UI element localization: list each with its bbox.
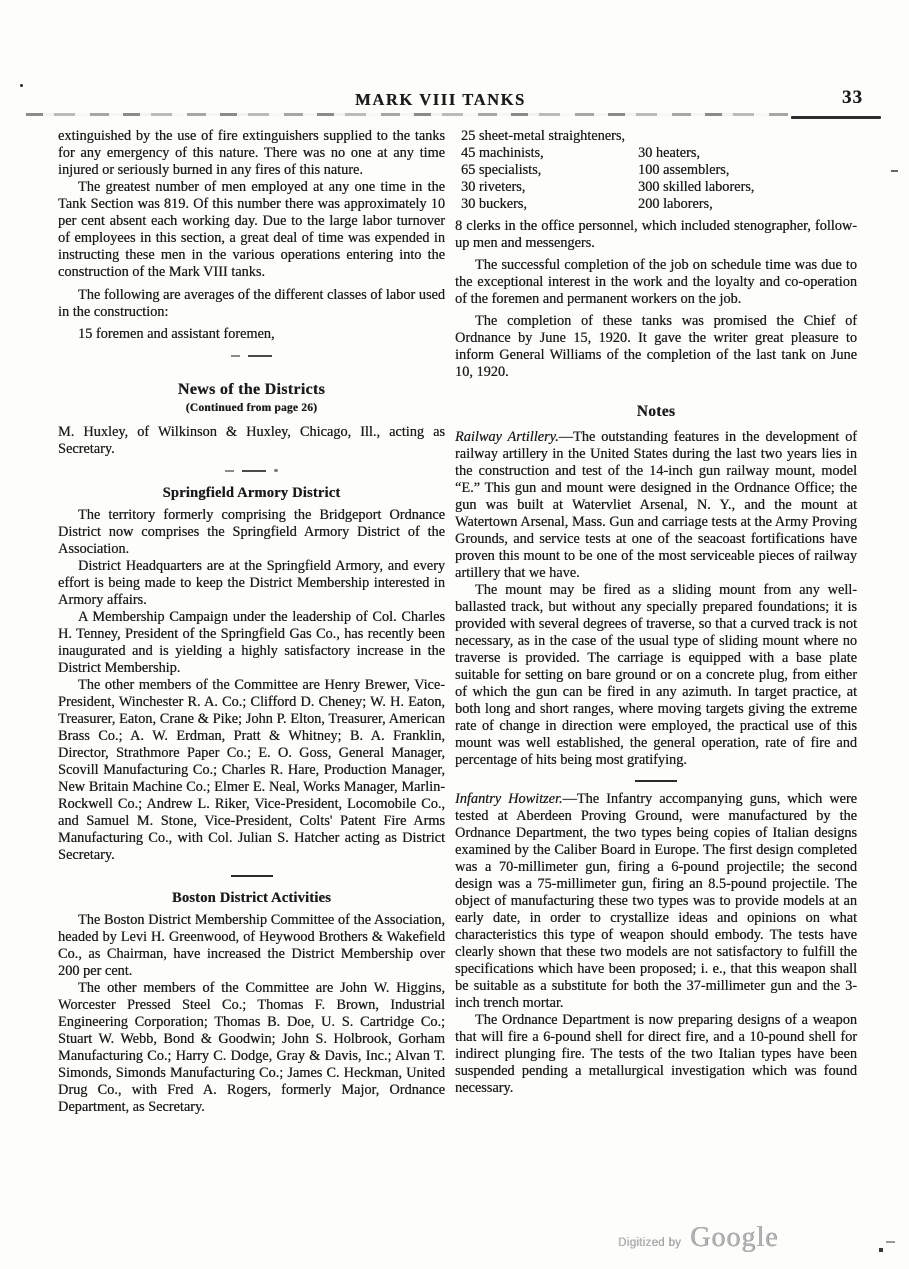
- labor-item-specialists: 65 specialists,: [461, 162, 542, 178]
- section-divider-marks: [207, 354, 297, 357]
- paragraph-completion-promise: The completion of these tanks was promised the Chief of Ordnance by June 15, 1920. It gave the writer great pleasure to inform General Williams of the completion of the last tank on June 10, 1920.: [455, 313, 857, 380]
- note-infantry-title: Infantry Howitzer.: [455, 791, 563, 807]
- paragraph-greatest-number: The greatest number of men employed at any one time in the Tank Section was 819. Of this number there was approximately 10 per cent absent each working day. Due to the large labor turnover of employees in this section, a great deal of time was expended in instructing these men in the various operations entering into the construction of the Mark VIII tanks.: [58, 179, 445, 280]
- springfield-district-heading: Springfield Armory District: [162, 485, 341, 501]
- labor-item-riveters: 30 riveters,: [461, 179, 526, 195]
- left-column: [58, 128, 445, 1116]
- scan-speck: [891, 170, 898, 172]
- paragraph-labor-averages-intro: The following are averages of the different classes of labor used in the construction:: [58, 287, 445, 320]
- section-divider-line: [635, 780, 677, 782]
- paragraph-sliding-mount: The mount may be fired as a sliding mount from any well-ballasted track, but without any specially prepared foundations; it is provided with several degrees of traverse, so that a curved track is not necessary, as in the case of the usual type of sliding mount where no traverse is provided. The carriage is equipped with a base plate suitable for setting on bare ground or on a concrete plug, from either of which the gun can be fired in any azimuth. In target practice, at both long and short ranges, where moving targets giving the extreme rate of change in direction were employed, the practical use of this mount was well established, the general operation, rate of fire and percentage of hits being most gratifying.: [455, 582, 857, 768]
- note-railway-body: —The outstanding features in the development of railway artillery in the United States during the last two years lies in the construction and test of the 14-inch gun railway mount, model “E.” This gun and mount were designed in the Ordnance Office; the gun was built at Watervliet Arsenal, N. Y., and the mount at Watertown Arsenal, Mass. Gun and carriage tests at the Army Proving Grounds, and service tests at one of the seacoast fortifications have proven this mount to be one of the most serviceable pieces of railway artillery that we have.: [455, 429, 857, 581]
- section-divider-marks: [207, 469, 297, 472]
- section-divider-line: [231, 875, 273, 877]
- scan-speck: [20, 84, 23, 87]
- paragraph-boston-committee: The other members of the Committee are John W. Higgins, Worcester Pressed Steel Co.; Thomas F. Brown, Industrial Engineering Corporation; Thomas B. Doe, U. S. Cartridge Co.; Stuart W. Webb, Bond & Goodwin; John S. Holbrook, Gorham Manufacturing Co.; Harry C. Dodge, Gray & Davis, Inc.; Alvan T. Simonds, Simonds Manufacturing Co.; James C. Heckman, United Drug Co., with Fred A. Rogers, formerly Major, Ordnance Department, as Secretary.: [58, 980, 445, 1115]
- note-railway-artillery: [455, 429, 857, 582]
- paragraph-springfield-territory: The territory formerly comprising the Bridgeport Ordnance District now comprises the Springfield Armory District of the Association.: [58, 507, 445, 557]
- header-rule: [26, 113, 788, 116]
- labor-item-heaters: 30 heaters,: [638, 145, 700, 161]
- continued-from-note: (Continued from page 26): [185, 402, 318, 414]
- right-column: [455, 128, 857, 1097]
- paragraph-springfield-campaign: A Membership Campaign under the leadership of Col. Charles H. Tenney, President of the Springfield Gas Co., has recently been inaugurated and is yielding a highly satisfactory increase in the District Membership.: [58, 609, 445, 676]
- labor-item-buckers: 30 buckers,: [461, 196, 527, 212]
- paragraph-fire-extinguishers: extinguished by the use of fire extinguishers supplied to the tanks for any emergency of this nature. There was no one at any time injured or seriously burned in any fires of this nature.: [58, 128, 445, 178]
- header-rule-right-segment: [791, 116, 881, 119]
- labor-row: [455, 162, 857, 179]
- labor-item-assemblers: 100 assemblers,: [638, 162, 730, 178]
- note-infantry-howitzer: [455, 791, 857, 1012]
- labor-item-skilled-laborers: 300 skilled laborers,: [638, 179, 755, 195]
- divider-segment: [248, 355, 272, 357]
- google-watermark: [618, 1222, 778, 1254]
- boston-district-heading: Boston District Activities: [171, 890, 332, 906]
- paragraph-springfield-headquarters: District Headquarters are at the Springfield Armory, and every effort is being made to keep the District Membership interested in Armory affairs.: [58, 558, 445, 608]
- note-infantry-body: —The Infantry accompanying guns, which were tested at Aberdeen Proving Ground, were manufactured by the Ordnance Department, the two types being copies of Italian designs examined by the Caliber Board in Europe. The first design completed was a 70-millimeter gun, firing a 6-pound projectile; the second design was a 75-millimeter gun, firing an 8.5-pound projectile. The object of manufacturing these two types was to provide models at an early date, in order to crystallize ideas and opinions on what characteristics this type of weapon should embody. The tests have clearly shown that these two models are not satisfactory to fulfill the specifications which have been proposed; i. e., that this weapon shall be suitable as a substitute for both the 37-millimeter gun and the 3-inch trench mortar.: [455, 791, 857, 1011]
- labor-row: [455, 179, 857, 196]
- divider-segment: [225, 470, 234, 472]
- divider-segment: [242, 470, 266, 472]
- page-number: 33: [842, 87, 863, 108]
- labor-item-machinists: 45 machinists,: [461, 145, 544, 161]
- digitized-by-label: Digitized by: [618, 1237, 682, 1249]
- labor-item-foremen: 15 foremen and assistant foremen,: [78, 326, 275, 342]
- labor-item-straighteners: 25 sheet-metal straighteners,: [461, 128, 625, 144]
- running-title: MARK VIII TANKS: [355, 90, 526, 109]
- divider-segment: [231, 355, 240, 357]
- scan-speck: [886, 1241, 895, 1243]
- paragraph-ordnance-designs: The Ordnance Department is now preparing designs of a weapon that will fire a 6-pound shell for direct fire, and a 10-pound shell for indirect plunging fire. The tests of the two Italian types have been suspended pending a metallurgical investigation which was found necessary.: [455, 1012, 857, 1096]
- paragraph-huxley: M. Huxley, of Wilkinson & Huxley, Chicago, Ill., acting as Secretary.: [58, 424, 445, 457]
- paragraph-springfield-committee: The other members of the Committee are Henry Brewer, Vice-President, Winchester R. A. Co.; Clifford D. Cheney; W. H. Eaton, Treasurer, Eaton, Crane & Pike; John P. Elton, Treasurer, American Brass Co.; A. W. Erdman, Pratt & Whitney; B. A. Franklin, Director, Strathmore Paper Co.; E. O. Goss, General Manager, Scovill Manufacturing Co.; Charles R. Hare, Production Manager, New Britain Machine Co.; Elmer E. Neal, Works Manager, Marlin-Rockwell Co.; Andrew L. Riker, Vice-President, Locomobile Co., and Samuel M. Stone, Vice-President, Colts' Patent Fire Arms Manufacturing Co., with Col. Julian S. Hatcher acting as District Secretary.: [58, 677, 445, 863]
- labor-item-laborers: 200 laborers,: [638, 196, 713, 212]
- google-logo: Google: [690, 1222, 779, 1253]
- paragraph-clerks: 8 clerks in the office personnel, which included stenographer, follow-up men and messengers.: [455, 218, 857, 251]
- scan-speck: [879, 1248, 883, 1252]
- note-railway-title: Railway Artillery.: [455, 429, 559, 445]
- labor-row: [455, 145, 857, 162]
- notes-heading: Notes: [636, 403, 676, 420]
- labor-row: [455, 196, 857, 213]
- paragraph-boston-membership: The Boston District Membership Committee of the Association, headed by Levi H. Greenwood, of Heywood Brothers & Wakefield Co., as Chairman, have increased the District Membership over 200 per cent.: [58, 912, 445, 979]
- divider-segment: [274, 469, 278, 472]
- news-of-districts-heading: News of the Districts: [177, 381, 326, 398]
- paragraph-schedule-completion: The successful completion of the job on schedule time was due to the exceptional interest in the work and the loyalty and co-operation of the foremen and permanent workers on the job.: [455, 257, 857, 307]
